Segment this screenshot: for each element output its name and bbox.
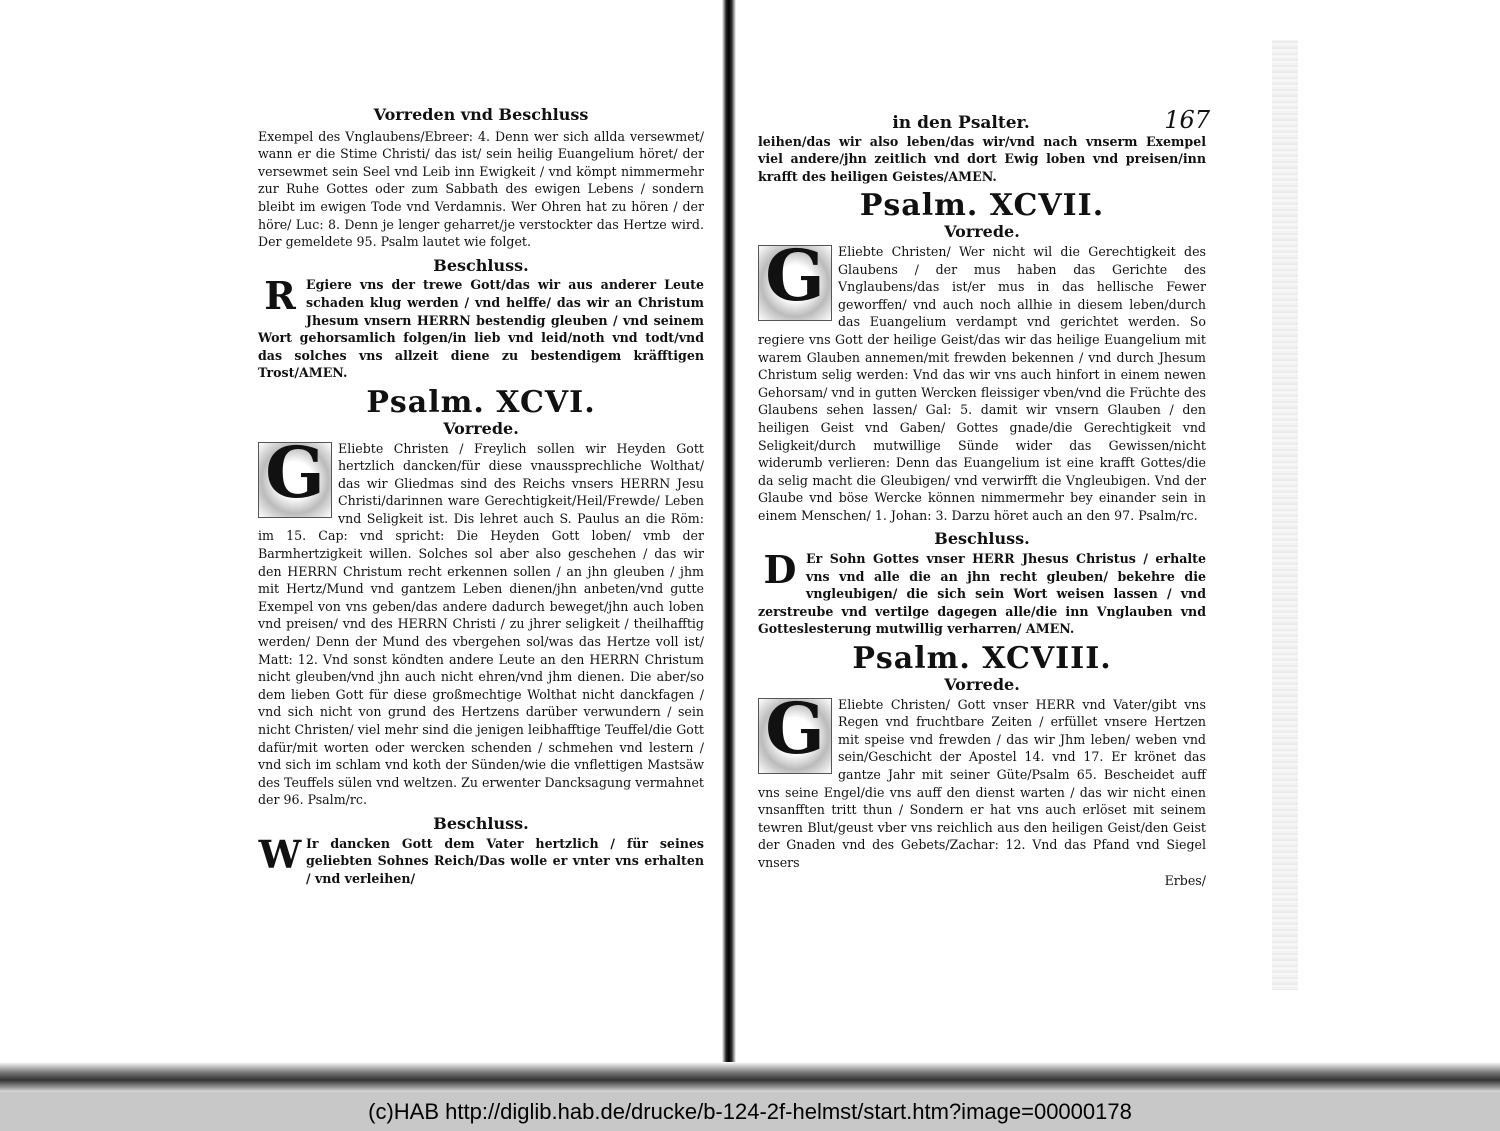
right-page (758, 106, 1210, 889)
psalm-97-vorrede-text: Eliebte Christen/ Wer nicht wil die Gerechtigkeit des Glaubens / der mus haben das Gerichte des Vnglaubens/das ist/er mus in das hellische Fewer geworffen/ vnd auch noch allhie in diesem leben/durch das Euangelium verdampt vnd gerichtet werden. So regiere vns Gott der heilige Geist/das wir das heilige Euangelium mit warem Glauben annemen/mit frewden bekennen / vnd durch Jhesum Christum selig werden: Vnd das wir vns auch hinfort in einem newen Gehorsam/ vnd in gutten Wercken fleissiger vben/vnd die Früchte des Glaubens sehen lassen/ Gal: 5. damit wir vnsern Glauben / den heiligen Geist vnd Gaben/ Gottes gnade/die Gerechtigkeit vnd Seligkeit/durch mutwillige Sünde wider das Gewissen/nicht widerumb verlieren: Denn das Euangelium ist eine krafft Gottes/die da selig macht die Gleubigen/ vnd verwirfft die Vngleubigen. Vnd der Glaube vnd böse Wercke können nimmermehr bey einander sein in einem Menschen/ 1. Johan: 3. Darzu höret auch an den 97. Psalm/rc. (758, 243, 1206, 523)
ornamental-initial-g-98: G (758, 698, 832, 774)
psalm-96-vorrede-heading: Vorrede. (443, 418, 519, 438)
right-intro-paragraph: leihen/das wir also leben/das wir/vnd nach vnserm Exempel viel andere/jhn zeitlich vnd dort Ewig loben vnd preisen/inn krafft des heiligen Geistes/AMEN. (758, 133, 1206, 184)
page-edge-right (1272, 40, 1298, 990)
psalm-98-vorrede-block (758, 686, 1206, 872)
beschluss-initial-w: W (258, 831, 302, 877)
psalm-96-title: Psalm. XCVI. (366, 384, 596, 420)
psalm-97-vorrede-heading: Vorrede. (944, 222, 1020, 242)
psalm-96-vorrede-block (258, 430, 704, 809)
page-number: 167 (1164, 106, 1210, 134)
left-beschluss-text-2: Ir dancken Gott dem Vater hertzlich / für seines geliebten Sohnes Reich/Das wolle er vnter vns erhalten / vnd verleihen/ (306, 835, 704, 886)
right-header (758, 106, 1210, 134)
left-page (258, 106, 704, 887)
psalm-98-vorrede-heading: Vorrede. (944, 675, 1020, 695)
left-running-head: Vorreden vnd Beschluss (373, 105, 589, 124)
right-beschluss-heading: Beschluss. (934, 529, 1030, 549)
left-beschluss-text-1: Egiere vns der trewe Gott/das wir aus anderer Leute schaden klug werden / vnd helffe/ das wir an Christum Jhesum vnsern HERRN bestendig gleuben / vnd seinem Wort gehorsamlich folgen/in lieb vnd leid/noth vnd todt/vnd das solches vns allzeit diene zu bestendigem kräfftigen Trost/AMEN. (258, 277, 704, 381)
psalm-97-title: Psalm. XCVII. (859, 188, 1105, 224)
page-bottom-edge (0, 1062, 1500, 1092)
left-beschluss-heading-2: Beschluss. (433, 813, 529, 833)
copyright-credit: (c)HAB http://diglib.hab.de/drucke/b-124-2f-helmst/start.htm?image=00000178 (368, 1098, 1132, 1124)
psalm-97-vorrede-block (758, 233, 1206, 525)
left-beschluss-block-2 (258, 831, 704, 888)
beschluss-initial-d: D (763, 547, 797, 593)
beschluss-initial-r: R (264, 273, 296, 319)
left-beschluss-heading-1: Beschluss. (433, 255, 529, 275)
right-beschluss-text: Er Sohn Gottes vnser HERR Jhesus Christus / erhalte vns vnd alle die an jhn recht gleuben/ bekehre die vngleubigen/ die sich sein Wort weisen lassen / vnd zerstreube vnd vertilge dagegen alle/die inn Vnglauben vnd Gotteslesterung mutwillig verharren/ AMEN. (758, 551, 1206, 637)
psalm-98-title: Psalm. XCVIII. (852, 641, 1112, 677)
ornamental-initial-g: G (258, 442, 332, 518)
psalm-96-vorrede-text: Eliebte Christen / Freylich sollen wir Heyden Gott hertzlich dancken/für diese vnaussprechliche Wolthat/ das wir Gliedmas sind des Reichs vnsers HERRN Jesu Christi/darinnen ware Gerechtigkeit/Heil/Frewde/ Leben vnd Seligkeit ist. Dis lehret auch S. Paulus an die Röm: im 15. Cap: vnd spricht: Die Heyden Gott loben/ vmb der Barmhertzigkeit willen. Solches sol aber also geschehen / das wir den HERRN Christum recht erkennen sollen / an jhn gleuben / jhm mit Hertz/Mund vnd gantzem Leben dienen/jhn anbeten/vnd gutte Exempel von vns geben/das andere dadurch beweget/jhn auch loben vnd preisen/ vnd des HERRN Christi / zu jhrer seligkeit / theilhafftig werden/ Denn der Mund des vbergehen sol/was das Hertze voll ist/ Matt: 12. Vnd sonst köndten andere Leute an den HERRN Christum nicht gleuben/vnd jhn auch nicht ehren/vnd jhm dienen. Die aber/so dem lieben Gott für diese großmechtige Wolthat nicht danckfagen / vnd sich nicht von grund des Hertzens darüber verwundern / sein nicht Christen/ viel mehr sind die jenigen leibhafftige Teuffel/die Gott dafür/mit worten oder wercken schenden / schmehen vnd lestern / vnd sich im schlam vnd koth der Sünden/wie die vnflettigen Mastsäw des Teuffels sülen vnd weltzen. Zu erwenter Dancksagung vermahnet der 96. Psalm/rc. (258, 440, 704, 808)
book-gutter (722, 0, 736, 1070)
right-running-head: in den Psalter. (892, 113, 1030, 133)
left-beschluss-block-1 (258, 273, 704, 382)
left-intro-paragraph: Exempel des Vnglaubens/Ebreer: 4. Denn wer sich allda versewmet/ wann er die Stime Christi/ das ist/ sein heilig Euangelium höret/ der versewmet sein Seel vnd Leib inn Ewigkeit / vnd kömpt nimmermehr zur Ruhe Gottes oder zum Sabbath des ewigen Lebens / sondern bleibt im ewigen Tode vnd Verdamnis. Wer Ohren hat zu hören / der höre/ Luc: 8. Denn je lenger geharret/je verstockter das Hertze wird. Der gemeldete 95. Psalm lautet wie folget. (258, 128, 704, 250)
copyright-footer (0, 1092, 1500, 1131)
right-beschluss-block (758, 547, 1206, 638)
ornamental-initial-g-97: G (758, 245, 832, 321)
catchword: Erbes/ (1164, 872, 1206, 888)
psalm-98-vorrede-text: Eliebte Christen/ Gott vnser HERR vnd Vater/gibt vns Regen vnd fruchtbare Zeiten / erfüllet vnsere Hertzen mit speise vnd frewden / das wir Jhm leben/ weben vnd sein/Geschicht der Apostel 14. vnd 17. Er krönet das gantze Jahr mit seiner Güte/Psalm 65. Bescheidet auff vns seine Engel/die vns auff den dienst warten / das wir nicht einen vnsanfften tritt thun / Sondern er hat vns auch erlöset mit seinem tewren Blut/geust vber vns reichlich aus den heiligen Geist/den Geist der Gnaden vnd des Gebets/Zachar: 12. Vnd das Pfand vnd Siegel vnsers (758, 696, 1206, 870)
